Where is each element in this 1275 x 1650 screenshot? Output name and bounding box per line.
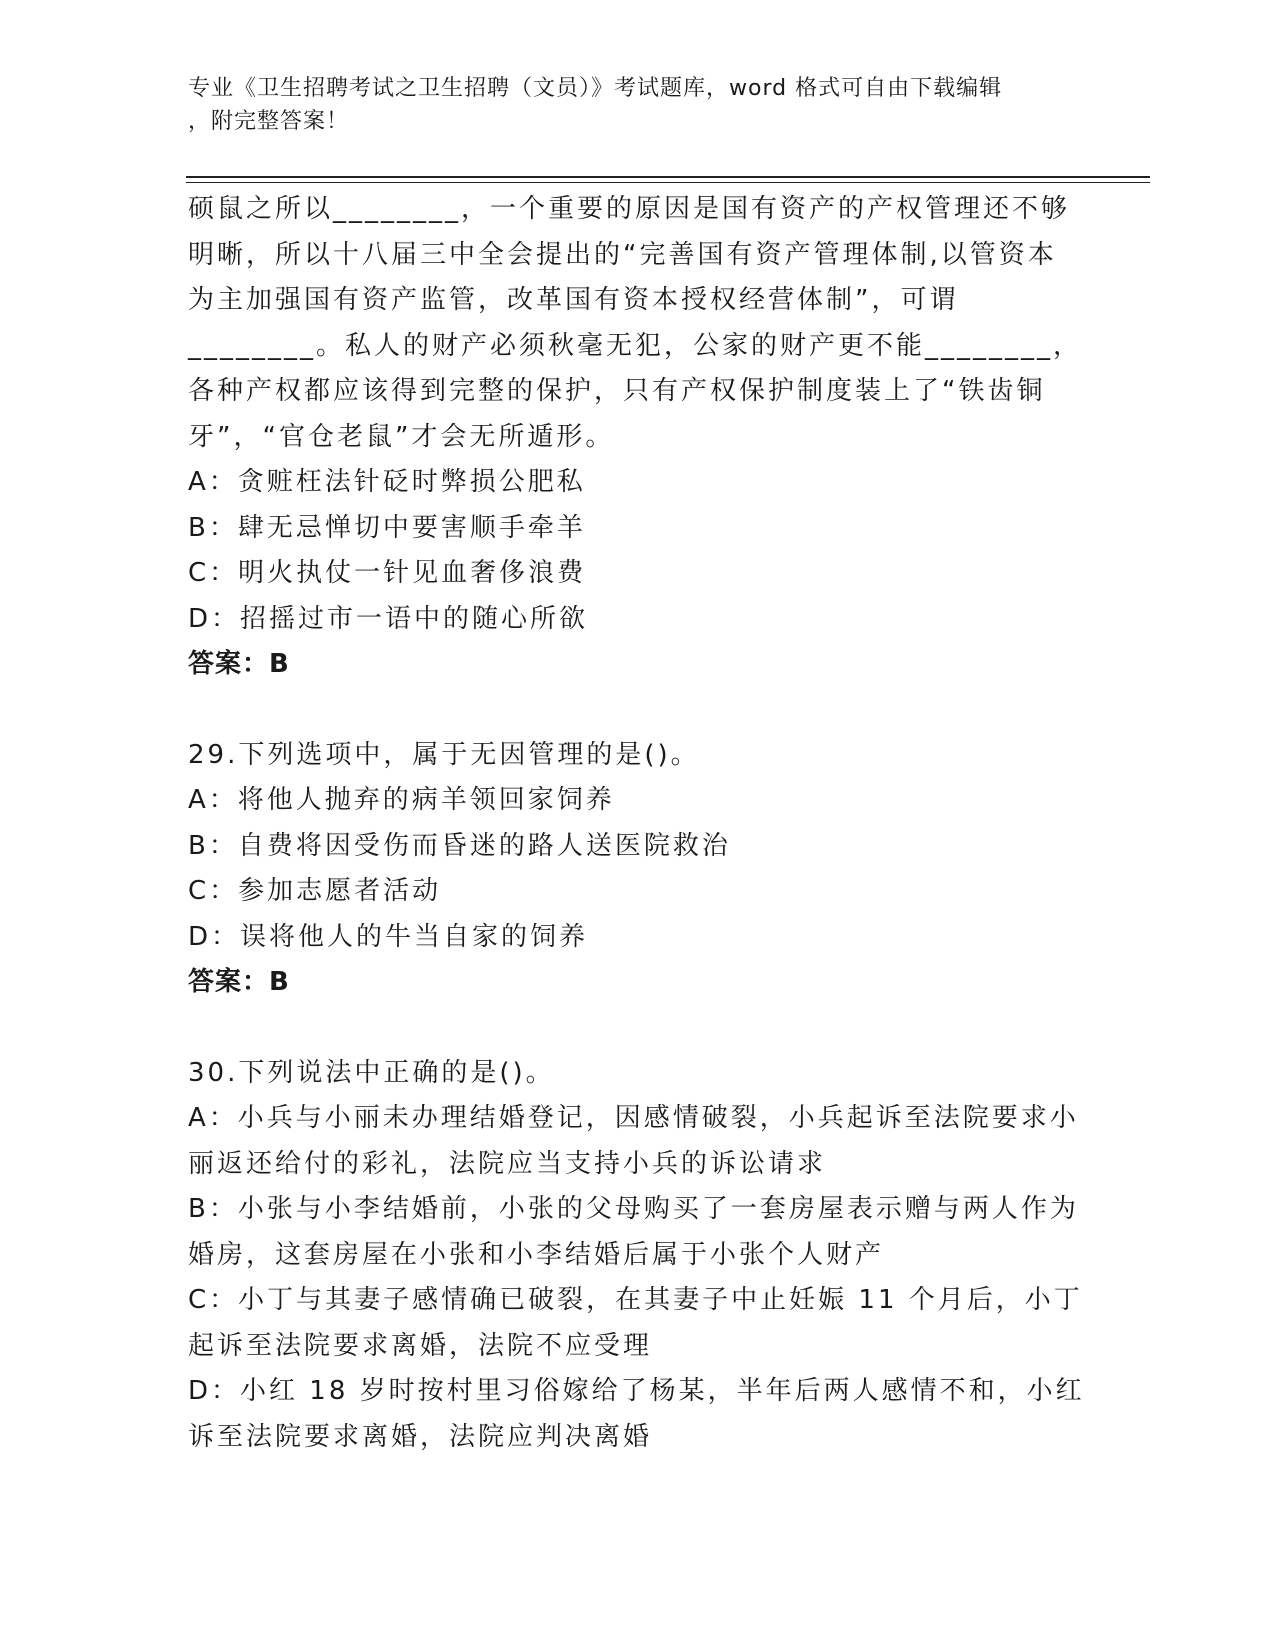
spacer xyxy=(188,1006,1088,1051)
q30-option-d-line: 诉至法院要求离婚，法院应判决离婚 xyxy=(188,1421,653,1452)
q28-stem-line: 明晰，所以十八届三中全会提出的“完善国有资产管理体制,以管资本 xyxy=(188,239,1057,270)
q30-option-b-line: B：小张与小李结婚前，小张的父母购买了一套房屋表示赠与两人作为 xyxy=(188,1194,1079,1224)
spacer xyxy=(188,688,1088,733)
q28-option-b: B：肆无忌惮切中要害顺手牵羊 xyxy=(188,512,586,543)
q28-option-a: A：贪赃枉法针砭时弊损公肥私 xyxy=(188,467,586,497)
q28-answer: 答案：B xyxy=(188,649,290,679)
q30-stem: 30.下列说法中正确的是()。 xyxy=(188,1057,555,1088)
q28-option-d: D：招摇过市一语中的随心所欲 xyxy=(188,603,589,634)
header-line-1: 专业《卫生招聘考试之卫生招聘（文员）》考试题库，word 格式可自由下载编辑 xyxy=(188,76,1003,101)
q30-option-b-line: 婚房，这套房屋在小张和小李结婚后属于小张个人财产 xyxy=(188,1239,885,1270)
q30-option-a-line: 丽返还给付的彩礼，法院应当支持小兵的诉讼请求 xyxy=(188,1148,827,1179)
q28-stem-line: 各种产权都应该得到完整的保护，只有产权保护制度装上了“铁齿铜 xyxy=(188,376,1046,406)
q29-stem: 29.下列选项中，属于无因管理的是()。 xyxy=(188,739,700,770)
q28-stem-line: 为主加强国有资产监管，改革国有资本授权经营体制”，可谓 xyxy=(188,285,959,315)
q28-stem-line: 牙”，“官仓老鼠”才会无所遁形。 xyxy=(188,421,615,452)
document-header xyxy=(188,72,1068,138)
q29-option-d: D：误将他人的牛当自家的饲养 xyxy=(188,921,589,952)
q28-stem-line: 硕鼠之所以________，一个重要的原因是国有资产的产权管理还不够 xyxy=(188,194,1071,224)
q29-option-c: C：参加志愿者活动 xyxy=(188,876,442,906)
q30-option-d-line: D：小红 18 岁时按村里习俗嫁给了杨某，半年后两人感情不和，小红 xyxy=(188,1376,1085,1406)
question-content xyxy=(188,187,1088,1460)
q29-option-b: B：自费将因受伤而昏迷的路人送医院救治 xyxy=(188,830,731,861)
q29-option-a: A：将他人抛弃的病羊领回家饲养 xyxy=(188,785,615,815)
q30-option-c-line: 起诉至法院要求离婚，法院不应受理 xyxy=(188,1330,653,1361)
q29-answer: 答案：B xyxy=(188,967,290,997)
q30-option-a-line: A：小兵与小丽未办理结婚登记，因感情破裂，小兵起诉至法院要求小 xyxy=(188,1103,1079,1133)
q28-option-c: C：明火执仗一针见血奢侈浪费 xyxy=(188,558,587,588)
header-line-2: ，附完整答案！ xyxy=(188,109,350,134)
q28-stem-line: ________。私人的财产必须秋毫无犯，公家的财产更不能________， xyxy=(188,330,1083,361)
q30-option-c-line: C：小丁与其妻子感情确已破裂，在其妻子中止妊娠 11 个月后，小丁 xyxy=(188,1285,1083,1315)
header-rule-thick xyxy=(186,176,1150,178)
header-rule-thin xyxy=(186,182,1150,183)
